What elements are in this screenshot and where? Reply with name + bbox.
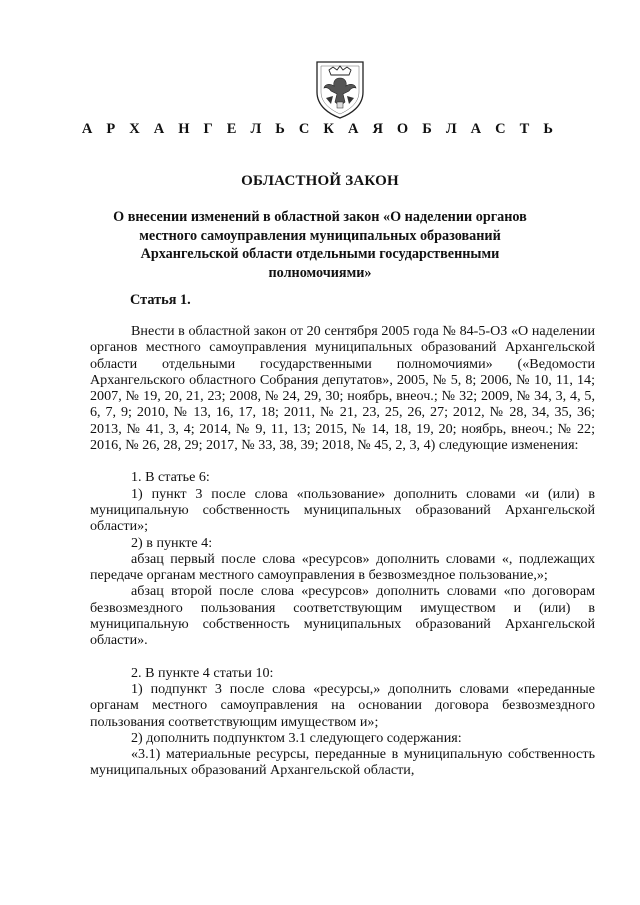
paragraph: абзац первый после слова «ресурсов» дополнить словами «, подлежащих передаче органам местного самоуправления в безвозмездное пользование,»; bbox=[90, 550, 595, 584]
article-heading: Статья 1. bbox=[130, 292, 191, 308]
paragraph: Внести в областной закон от 20 сентября 2005 года № 84-5-ОЗ «О наделении органов местного самоуправления муниципальных образований Архангельской области отдельными государственными полномочиями» («Ведомости Архангельского областного Собрания депутатов», 2005, № 5, 8; 2006, № 10, 11, 14; 2007, № 19, 20, 21, 23; 2008, № 24, 29, 30; ноябрь, внеоч.; № 32; 2009, № 34, 3, 4, 5, 6, 7, 9; 2010, № 13, 16, 17, 18; 2011, № 21, 23, 25, 26, 27; 2012, № 28, 34, 35, 36; 2013, № 41, 3, 4; 2014, № 9, 11, 13; 2015, № 14, 18, 19, 20; ноябрь, внеоч.; № 22; 2016, № 26, 28, 29; 2017, № 33, 38, 39; 2018, № 45, 2, 3, 4) следующие изменения: bbox=[90, 323, 595, 454]
paragraph: 2. В пункте 4 статьи 10: bbox=[131, 664, 274, 681]
coat-of-arms-icon bbox=[311, 58, 369, 120]
paragraph: 2) в пункте 4: bbox=[131, 534, 213, 551]
paragraph: 1. В статье 6: bbox=[131, 469, 210, 486]
paragraph: «3.1) материальные ресурсы, переданные в муниципальную собственность муниципальных образований Архангельской области, bbox=[90, 746, 595, 779]
law-type: ОБЛАСТНОЙ ЗАКОН bbox=[241, 173, 399, 189]
article-body bbox=[90, 323, 595, 779]
paragraph: абзац второй после слова «ресурсов» дополнить словами «по договорам безвозмездного пользования соответствующим имуществом и (или) в муниципальную собственность муниципальных образований Архангельской области». bbox=[90, 583, 595, 649]
law-title: О внесении изменений в областной закон «О наделении органов местного самоуправления муниципальных образований Архангельской области отдельными государственными полномочиями» bbox=[113, 209, 527, 281]
paragraph: 1) подпункт 3 после слова «ресурсы,» дополнить словами «переданные органам местного самоуправления на основании договора безвозмездного пользования соответствующим имуществом и»; bbox=[90, 680, 595, 730]
paragraph: 1) пункт 3 после слова «пользование» дополнить словами «и (или) в муниципальную собственность муниципальных образований Архангельской области»; bbox=[90, 485, 595, 535]
paragraph: 2) дополнить подпунктом 3.1 следующего содержания: bbox=[131, 729, 462, 746]
region-name: А Р Х А Н Г Е Л Ь С К А Я О Б Л А С Т Ь bbox=[81, 121, 559, 137]
